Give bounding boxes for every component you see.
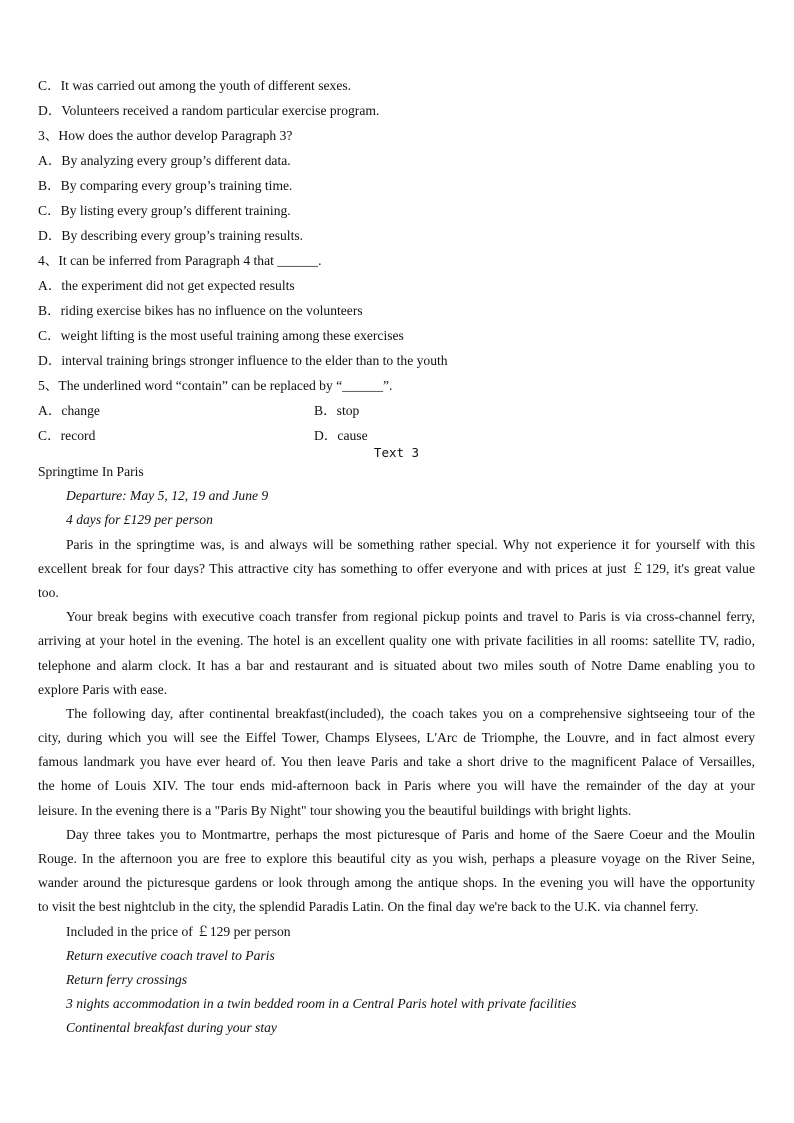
paragraph-line: Paris in the springtime was, is and always will be something rather special. Why not experience it for yourself with this [66,536,755,552]
included-item: 3 nights accommodation in a twin bedded room in a Central Paris hotel with private facilities [66,996,577,1012]
section-heading: Text 3 [373,445,420,460]
question-line: C．weight lifting is the most useful training among these exercises [38,328,404,343]
question-line: D．By describing every group’s training results. [38,228,304,243]
included-item: Return executive coach travel to Paris [66,947,275,963]
departure-info: Departure: May 5, 12, 19 and June 9 [66,488,269,504]
answer-option: C．record [38,428,96,443]
question-line: C．By listing every group’s different training. [38,203,291,218]
option-row [38,398,755,423]
included-heading: Included in the price of ￡129 per person [66,923,291,939]
document-page [38,73,755,1041]
paragraph-line: Day three takes you to Montmartre, perhaps the most picturesque of Paris and home of the Saere Coeur and the Moulin [66,826,755,842]
answer-option: D．cause [314,428,368,443]
included-item: Return ferry crossings [66,971,188,987]
question-line: C．It was carried out among the youth of different sexes. [38,78,352,93]
question-line: D．interval training brings stronger influence to the elder than to the youth [38,353,448,368]
paragraph-line: too. [38,584,59,600]
question-line: 5、The underlined word “contain” can be replaced by “______”. [38,378,393,393]
departure-info: 4 days for £129 per person [66,512,213,528]
paragraph-line: wander around the picturesque gardens or look through among the antique shops. In the evening you will have the opportunity [38,875,755,891]
paragraph-line: arriving at your hotel in the evening. The hotel is an excellent quality one with private facilities in all rooms: satellite TV, radio, [38,633,755,649]
paragraph-line: the home of Louis XIV. The tour ends mid-afternoon back in Paris where you will have the remainder of the day at your [38,778,755,794]
paragraph-line: to visit the best nightclub in the city, the splendid Paradis Latin. On the final day we're back to the U.K. via channel ferry. [38,899,699,915]
paragraph-line: telephone and alarm clock. It has a bar and restaurant and is situated about two miles south of Notre Dame enabling you to [38,657,755,673]
question-line: B．riding exercise bikes has no influence on the volunteers [38,303,363,318]
paragraph-line: leisure. In the evening there is a "Paris By Night" tour showing you the beautiful buildings with bright lights. [38,802,632,818]
question-line: B．By comparing every group’s training time. [38,178,293,193]
paragraph-line: explore Paris with ease. [38,681,168,697]
question-line: 3、How does the author develop Paragraph 3? [38,128,293,143]
paragraph-line: Rouge. In the afternoon you are free to explore this beautiful city as you wish, perhaps a pleasure voyage on the River Seine, [38,851,755,866]
included-item: Continental breakfast during your stay [66,1020,277,1036]
paragraph-line: city, during which you will see the Eiffel Tower, Champs Elysees, L'Arc de Triomphe, the Louvre, and in fact almost every [38,730,755,746]
question-line: D．Volunteers received a random particular exercise program. [38,103,380,118]
answer-option: A．change [38,403,100,418]
paragraph-line: The following day, after continental breakfast(included), the coach takes you on a comprehensive sightseeing tour of the [66,705,755,721]
question-line: 4、It can be inferred from Paragraph 4 that ______. [38,253,322,268]
answer-option: B．stop [314,403,360,418]
paragraph-line: excellent break for four days? This attractive city has something to offer everyone and with prices at just ￡129, it's great value [38,560,755,576]
question-line: A．By analyzing every group’s different data. [38,153,291,168]
passage-title: Springtime In Paris [38,464,144,479]
question-line: A．the experiment did not get expected results [38,278,295,293]
paragraph-line: Your break begins with executive coach transfer from regional pickup points and travel to Paris is via cross-channel ferry, [66,609,755,625]
paragraph-line: famous landmark you have ever heard of. You then leave Paris and take a short drive to the magnificent Palace of Versailles, [38,754,755,770]
